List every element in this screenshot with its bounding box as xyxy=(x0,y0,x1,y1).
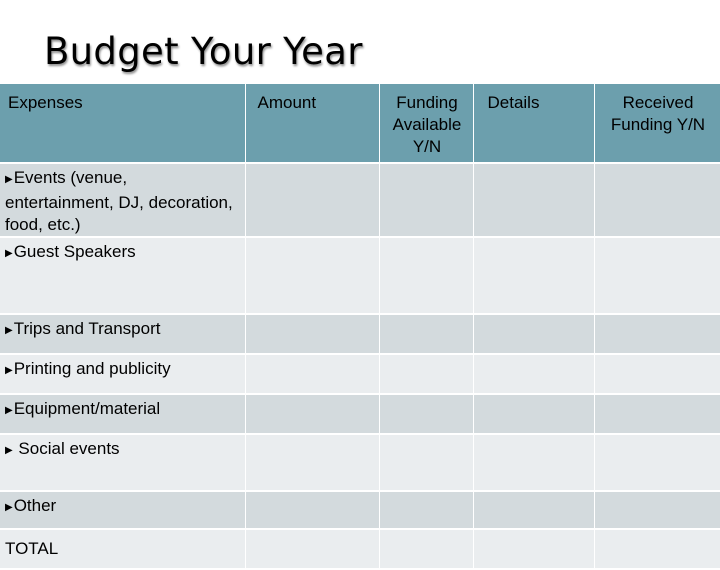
expense-cell xyxy=(0,394,245,434)
funding-available-cell[interactable] xyxy=(379,354,473,394)
expense-cell xyxy=(0,163,245,237)
received-funding-cell[interactable] xyxy=(594,163,720,237)
expense-label: Other xyxy=(13,496,57,515)
received-funding-cell[interactable] xyxy=(594,237,720,314)
funding-available-cell[interactable] xyxy=(379,237,473,314)
triangle-bullet-icon: ▶ xyxy=(5,445,13,456)
expense-label: Events (venue, entertainment, DJ, decoration, food, etc.) xyxy=(5,168,233,234)
details-cell[interactable] xyxy=(473,314,594,354)
details-cell[interactable] xyxy=(473,354,594,394)
table-row xyxy=(0,394,720,434)
amount-cell[interactable] xyxy=(245,237,379,314)
amount-cell[interactable] xyxy=(245,314,379,354)
received-funding-cell[interactable] xyxy=(594,529,720,569)
table-row xyxy=(0,491,720,529)
expense-cell xyxy=(0,314,245,354)
amount-cell[interactable] xyxy=(245,354,379,394)
page-title: Budget Your Year xyxy=(44,30,363,73)
details-cell[interactable] xyxy=(473,491,594,529)
received-funding-cell[interactable] xyxy=(594,434,720,491)
expense-cell xyxy=(0,434,245,491)
amount-cell[interactable] xyxy=(245,394,379,434)
details-cell[interactable] xyxy=(473,237,594,314)
details-cell[interactable] xyxy=(473,394,594,434)
table-row xyxy=(0,237,720,314)
triangle-bullet-icon: ▶ xyxy=(5,405,13,416)
funding-available-cell[interactable] xyxy=(379,314,473,354)
header-received-funding: Received Funding Y/N xyxy=(594,84,720,163)
triangle-bullet-icon: ▶ xyxy=(5,174,13,185)
budget-table xyxy=(0,84,720,570)
header-amount: Amount xyxy=(245,84,379,163)
triangle-bullet-icon: ▶ xyxy=(5,325,13,336)
total-label: TOTAL xyxy=(5,539,59,558)
header-details: Details xyxy=(473,84,594,163)
details-cell[interactable] xyxy=(473,163,594,237)
amount-cell[interactable] xyxy=(245,434,379,491)
details-cell[interactable] xyxy=(473,529,594,569)
expense-label: Guest Speakers xyxy=(13,242,136,261)
funding-available-cell[interactable] xyxy=(379,434,473,491)
triangle-bullet-icon: ▶ xyxy=(5,248,13,259)
expense-cell xyxy=(0,237,245,314)
triangle-bullet-icon: ▶ xyxy=(5,502,13,513)
funding-available-cell[interactable] xyxy=(379,394,473,434)
received-funding-cell[interactable] xyxy=(594,491,720,529)
received-funding-cell[interactable] xyxy=(594,394,720,434)
triangle-bullet-icon: ▶ xyxy=(5,365,13,376)
expense-cell xyxy=(0,354,245,394)
total-amount-cell[interactable] xyxy=(245,529,379,569)
table-row xyxy=(0,163,720,237)
expense-label: Trips and Transport xyxy=(13,319,161,338)
received-funding-cell[interactable] xyxy=(594,354,720,394)
amount-cell[interactable] xyxy=(245,163,379,237)
details-cell[interactable] xyxy=(473,434,594,491)
header-funding-available: Funding Available Y/N xyxy=(379,84,473,163)
table-row xyxy=(0,434,720,491)
table-row xyxy=(0,354,720,394)
total-label-cell xyxy=(0,529,245,569)
funding-available-cell[interactable] xyxy=(379,491,473,529)
header-expenses: Expenses xyxy=(0,84,245,163)
expense-label: Printing and publicity xyxy=(13,359,171,378)
table-row-total xyxy=(0,529,720,569)
expense-cell xyxy=(0,491,245,529)
table-row xyxy=(0,314,720,354)
amount-cell[interactable] xyxy=(245,491,379,529)
funding-available-cell[interactable] xyxy=(379,529,473,569)
expense-label: Social events xyxy=(13,439,120,458)
header-row xyxy=(0,84,720,163)
expense-label: Equipment/material xyxy=(13,399,161,418)
received-funding-cell[interactable] xyxy=(594,314,720,354)
funding-available-cell[interactable] xyxy=(379,163,473,237)
